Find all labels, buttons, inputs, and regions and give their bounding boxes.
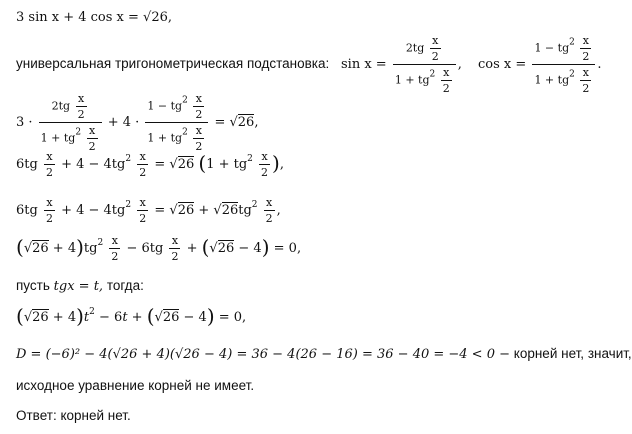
discriminant-line <box>16 346 632 362</box>
equation-line-1: 3 sin x + 4 cos x = √26, <box>16 10 172 25</box>
substitution-label: универсальная тригонометрическая подстановка: <box>16 56 330 71</box>
answer-line: Ответ: корней нет. <box>16 408 131 423</box>
equation-line-5: 6tg $\frac{x}{2}$ + $4 - 4tg^2$ $\frac{x}{2}$ = $√26 + √26tg^2$ $\frac{x}{2}$ , <box>16 196 281 225</box>
sin-formula: sin x = 2tg $\frac{x}{2}$ $1 + tg^2$ $\frac{x}{2}$ , <box>341 34 467 95</box>
discriminant-conclusion: корней нет, значит, <box>513 346 632 361</box>
substitution-let-line: пусть tgx = t, тогда: <box>16 278 144 294</box>
equation-line-6: $(√26 + 4)tg^2$ $\frac{x}{2}$ − 6tg $\frac{x}{2}$ + (√26 − 4) = 0, <box>16 234 302 263</box>
substitution-line <box>16 34 601 95</box>
cos-formula: cos x = $1 - tg^2$ $\frac{x}{2}$ $1 + tg^2$ $\frac{x}{2}$ . <box>478 34 602 95</box>
discriminant-formula: D = (−6)² − 4(√26 + 4)(√26 − 4) = 36 − 4(26 − 16) = 36 − 40 = −4 < 0 − <box>16 347 511 362</box>
equation-line-3: 3 · 2tg $\frac{x}{2}$ $1 + tg^2$ $\frac{x}{2}$ + 4 · $1 - tg^2$ $\frac{x}{2}$ $1 + tg^2$ $\frac{x}{2}$ = √26, <box>16 92 259 153</box>
equation-line-8: $(√26 + 4)t^2 - 6t + (√26 - 4) = 0$, <box>16 304 247 328</box>
conclusion-line: исходное уравнение корней не имеет. <box>16 378 255 393</box>
equation-line-4: 6tg $\frac{x}{2}$ + $4 - 4tg^2$ $\frac{x}{2}$ = √26 ($1 + tg^2$ $\frac{x}{2}$ ), <box>16 150 284 179</box>
